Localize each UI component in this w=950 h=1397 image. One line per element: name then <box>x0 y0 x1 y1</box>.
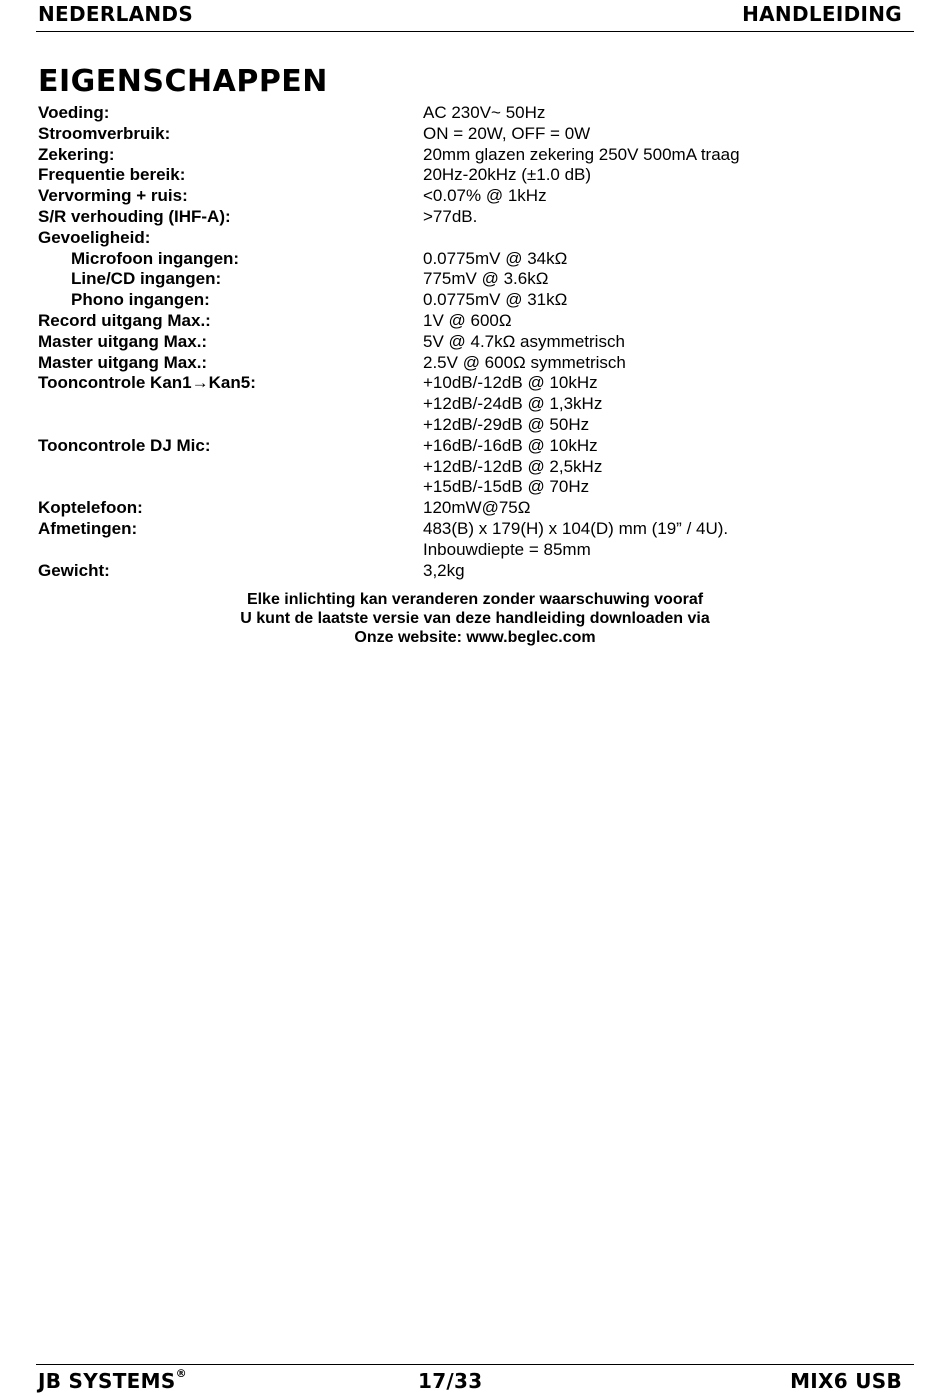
spec-value: +12dB/-29dB @ 50Hz <box>423 414 590 434</box>
spec-label: Microfoon ingangen: <box>71 248 240 268</box>
spec-label: Master uitgang Max.: <box>38 352 208 372</box>
page-footer <box>38 1369 902 1395</box>
registered-mark: ® <box>175 1367 187 1380</box>
spec-row <box>38 165 898 186</box>
spec-row <box>38 353 898 374</box>
header-rule <box>36 31 914 32</box>
spec-row <box>38 477 898 498</box>
spec-value: 0.0775mV @ 31kΩ <box>423 290 568 310</box>
spec-row <box>38 103 898 124</box>
header-manual: HANDLEIDING <box>742 2 902 26</box>
spec-value: +12dB/-24dB @ 1,3kHz <box>423 394 603 414</box>
spec-label: Tooncontrole DJ Mic: <box>38 435 211 455</box>
spec-label: Koptelefoon: <box>38 498 143 518</box>
spec-value: <0.07% @ 1kHz <box>423 186 547 206</box>
spec-value: 120mW@75Ω <box>423 498 531 518</box>
spec-label: Frequentie bereik: <box>38 165 186 185</box>
spec-value: +15dB/-15dB @ 70Hz <box>423 477 590 497</box>
page-header <box>38 2 902 30</box>
brand-name: JB SYSTEMS <box>38 1369 176 1393</box>
spec-value: ON = 20W, OFF = 0W <box>423 123 591 143</box>
spec-value: +12dB/-12dB @ 2,5kHz <box>423 456 603 476</box>
spec-value: 483(B) x 179(H) x 104(D) mm (19” / 4U). <box>423 518 729 538</box>
spec-label: Afmetingen: <box>38 518 138 538</box>
spec-row <box>38 540 898 561</box>
spec-row <box>38 207 898 228</box>
header-language: NEDERLANDS <box>38 2 194 26</box>
disclaimer-line: Elke inlichting kan veranderen zonder waarschuwing vooraf <box>246 591 704 608</box>
spec-row <box>38 332 898 353</box>
spec-value: 775mV @ 3.6kΩ <box>423 269 549 289</box>
website-line: Onze website: www.beglec.com <box>354 628 596 646</box>
spec-label: Zekering: <box>38 144 115 164</box>
spec-label: Tooncontrole Kan1→Kan5: <box>38 373 256 393</box>
spec-row <box>38 561 898 582</box>
spec-value: +16dB/-16dB @ 10kHz <box>423 435 598 455</box>
spec-value: Inbouwdiepte = 85mm <box>423 539 591 559</box>
spec-value: 2.5V @ 600Ω symmetrisch <box>423 352 626 372</box>
spec-value: 3,2kg <box>423 560 465 580</box>
spec-list <box>38 103 898 581</box>
spec-label: Phono ingangen: <box>71 290 210 310</box>
footer-rule <box>36 1364 914 1365</box>
spec-row <box>38 436 898 457</box>
spec-label: Stroomverbruik: <box>38 123 171 143</box>
spec-row <box>38 269 898 290</box>
spec-row <box>38 290 898 311</box>
spec-value: 20mm glazen zekering 250V 500mA traag <box>423 144 740 164</box>
spec-label: Master uitgang Max.: <box>38 331 208 351</box>
spec-label: Vervorming + ruis: <box>38 186 188 206</box>
spec-label: Voeding: <box>38 103 110 122</box>
spec-value: 20Hz-20kHz (±1.0 dB) <box>423 165 592 185</box>
spec-row <box>38 394 898 415</box>
spec-row <box>38 373 898 394</box>
spec-value: 1V @ 600Ω <box>423 310 512 330</box>
spec-row <box>38 145 898 166</box>
spec-value: +10dB/-12dB @ 10kHz <box>423 373 598 393</box>
section-title: EIGENSCHAPPEN <box>38 64 328 99</box>
spec-label: Gewicht: <box>38 560 110 580</box>
spec-value: >77dB. <box>423 206 478 226</box>
disclaimer <box>0 591 950 647</box>
spec-value: 5V @ 4.7kΩ asymmetrisch <box>423 331 625 351</box>
spec-label: Gevoeligheid: <box>38 227 151 247</box>
spec-row <box>38 498 898 519</box>
spec-value: 0.0775mV @ 34kΩ <box>423 248 568 268</box>
spec-row <box>38 249 898 270</box>
page-number: 17/33 <box>418 1369 483 1393</box>
spec-value: AC 230V~ 50Hz <box>423 103 546 122</box>
spec-row <box>38 186 898 207</box>
spec-row <box>38 415 898 436</box>
spec-row <box>38 519 898 540</box>
footer-brand <box>38 1369 187 1393</box>
spec-row <box>38 124 898 145</box>
disclaimer-line: U kunt de laatste versie van deze handleiding downloaden via <box>240 609 710 627</box>
spec-row <box>38 311 898 332</box>
spec-label: Record uitgang Max.: <box>38 310 211 330</box>
spec-label: Line/CD ingangen: <box>71 269 222 289</box>
spec-label: S/R verhouding (IHF-A): <box>38 206 231 226</box>
spec-row <box>38 228 898 249</box>
footer-model: MIX6 USB <box>790 1369 902 1393</box>
spec-row <box>38 457 898 478</box>
